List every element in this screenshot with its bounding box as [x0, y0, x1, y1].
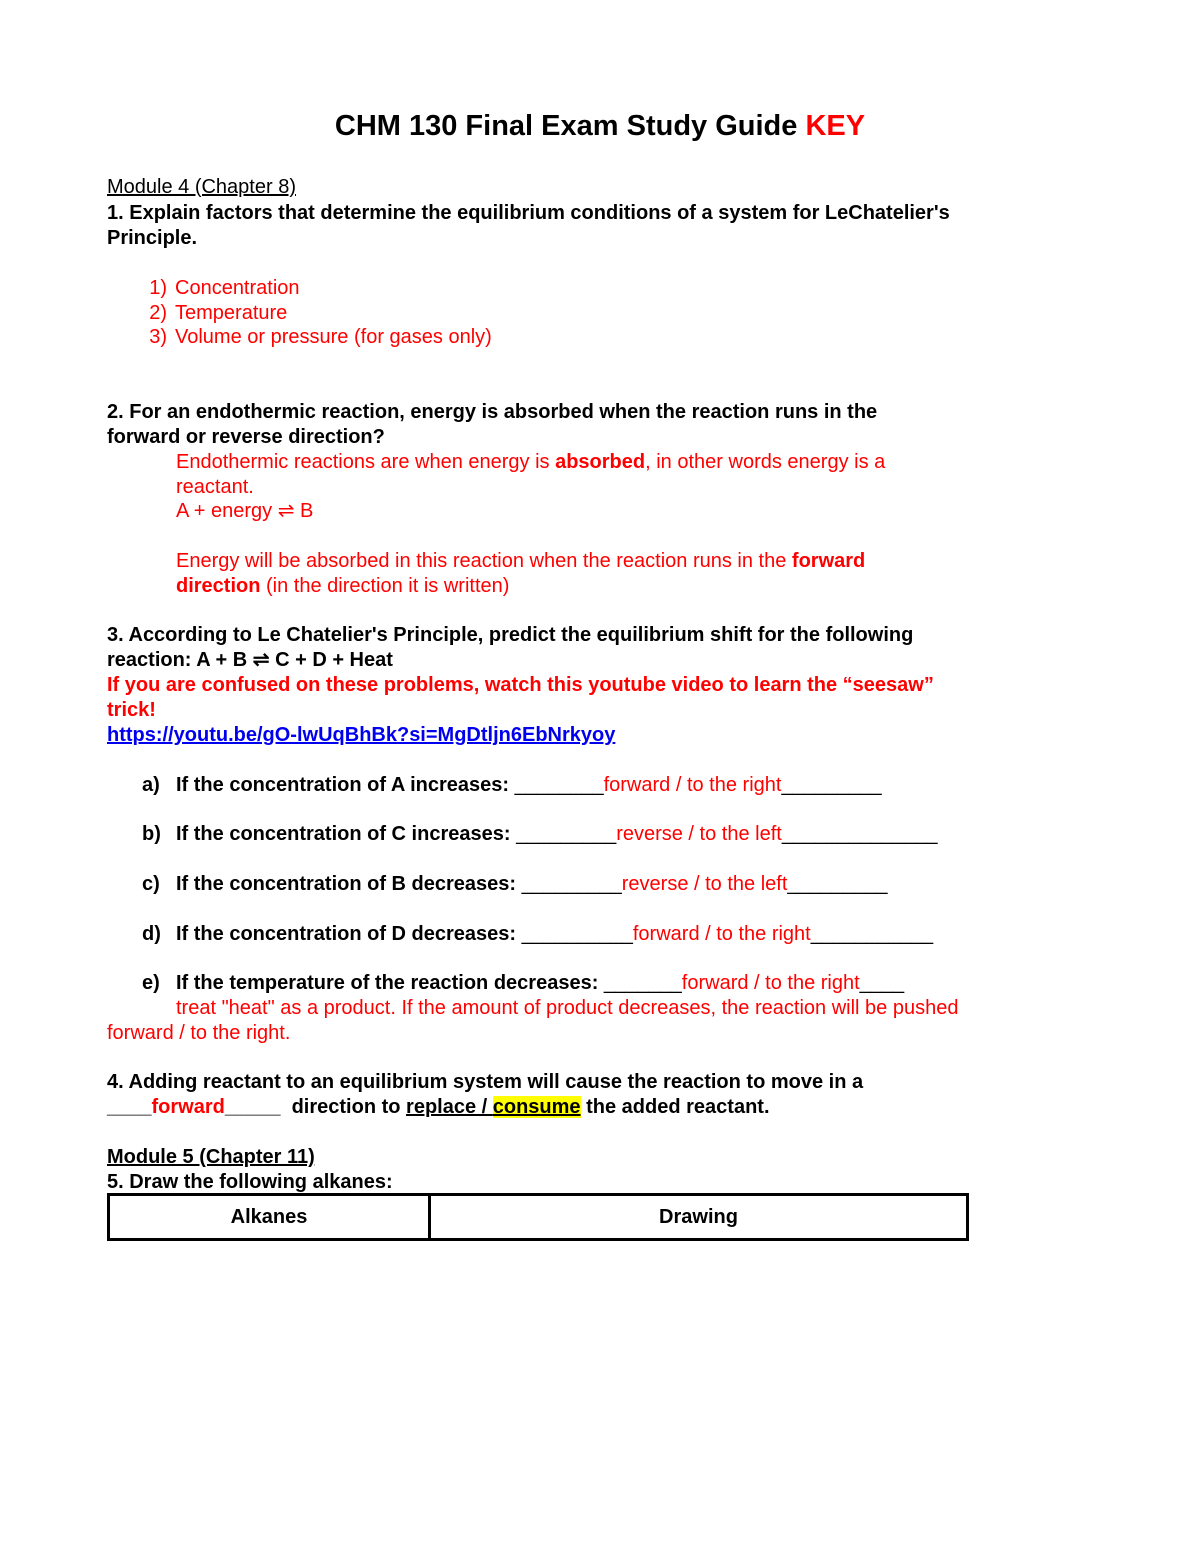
q3-line2: reaction: A + B ⇌ C + D + Heat — [107, 649, 393, 671]
q3-note-line2: trick! — [107, 699, 156, 721]
q2-line2: forward or reverse direction? — [107, 426, 385, 448]
q4-line1: 4. Adding reactant to an equilibrium system will cause the reaction to move in a — [107, 1071, 864, 1093]
alkanes-header: Alkanes — [109, 1195, 430, 1240]
q2-answer-line4: direction (in the direction it is written) — [176, 575, 510, 597]
module4-heading: Module 4 (Chapter 8) — [107, 176, 296, 198]
key-label: KEY — [805, 110, 866, 142]
q1-answer-1: 1) Concentration — [149, 277, 300, 299]
page-title: CHM 130 Final Exam Study Guide KEY — [334, 110, 866, 142]
q5-line1: 5. Draw the following alkanes: — [107, 1171, 393, 1193]
q3-note-line1: If you are confused on these problems, watch this youtube video to learn the “seesaw” — [107, 674, 934, 696]
q1-answer-2: 2) Temperature — [149, 302, 288, 324]
youtube-link[interactable]: https://youtu.be/gO-lwUqBhBk?si=MgDtljn6EbNrkyoy — [107, 724, 616, 746]
q3-item-b: b) If the concentration of C increases: _________reverse / to the left______________ — [142, 823, 938, 845]
q3-explain-line1: treat "heat" as a product. If the amount of product decreases, the reaction will be pushed — [176, 997, 959, 1019]
drawing-header: Drawing — [430, 1195, 968, 1240]
q3-item-c: c) If the concentration of B decreases: _________reverse / to the left_________ — [142, 873, 888, 895]
module5-heading: Module 5 (Chapter 11) — [107, 1146, 315, 1168]
q3-item-e: e) If the temperature of the reaction decreases: _______forward / to the right____ — [142, 972, 905, 994]
q2-line1: 2. For an endothermic reaction, energy is absorbed when the reaction runs in the — [107, 401, 878, 423]
q1-line1: 1. Explain factors that determine the equilibrium conditions of a system for LeChatelier's — [107, 202, 950, 224]
q2-equation: A + energy ⇌ B — [176, 500, 314, 522]
alkanes-table — [107, 1193, 969, 1241]
q2-answer-line3: Energy will be absorbed in this reaction when the reaction runs in the forward — [176, 550, 866, 572]
q3-explain-line2: forward / to the right. — [107, 1022, 291, 1044]
q3-item-d: d) If the concentration of D decreases: __________forward / to the right___________ — [142, 923, 934, 945]
table-header-row — [109, 1195, 968, 1240]
consume-highlight: consume — [492, 1096, 581, 1118]
q4-line2: ____forward_____ direction to replace / consume the added reactant. — [107, 1096, 770, 1118]
q3-item-a: a) If the concentration of A increases: ________forward / to the right_________ — [142, 774, 882, 796]
q2-answer-line1: Endothermic reactions are when energy is absorbed, in other words energy is a — [176, 451, 886, 473]
q1-answer-3: 3) Volume or pressure (for gases only) — [149, 326, 492, 348]
q3-line1: 3. According to Le Chatelier's Principle, predict the equilibrium shift for the following — [107, 624, 914, 646]
q2-answer-line2: reactant. — [176, 476, 254, 498]
q1-line2: Principle. — [107, 227, 198, 249]
